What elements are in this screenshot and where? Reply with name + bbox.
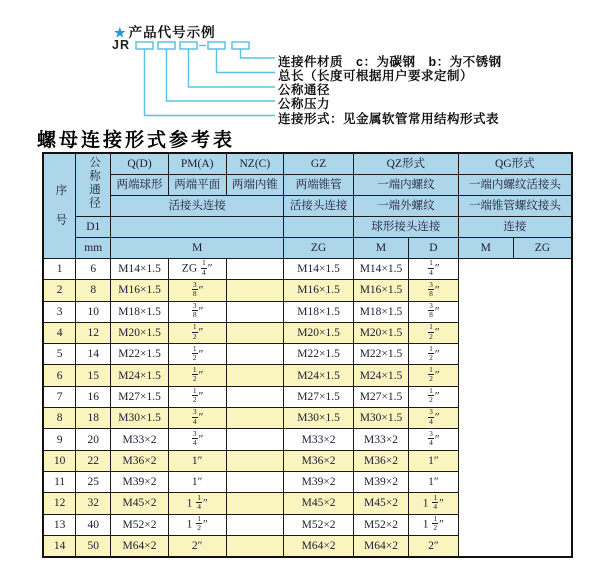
cell-qg-m: M36×2 (353, 450, 408, 471)
cell-dn: 6 (76, 259, 111, 280)
cell-seq: 14 (43, 535, 76, 557)
header-col-nzc: NZ(C) (226, 153, 284, 175)
cell-qz-d: M22×1.5 (284, 344, 354, 365)
cell-qg-m: M39×2 (353, 471, 408, 492)
cell-qz-m (226, 471, 284, 492)
cell-seq: 1 (43, 259, 76, 280)
cell-qz-m (226, 259, 284, 280)
product-code-boxes (136, 42, 249, 49)
cell-m: M33×2 (111, 429, 169, 450)
callout-label-nominal-dn: 公称通径 (278, 83, 331, 97)
table-row (43, 280, 572, 301)
cell-qz-d: M36×2 (284, 450, 354, 471)
cell-dn: 40 (76, 514, 111, 535)
cell-m: M39×2 (111, 471, 169, 492)
cell-qz-m (226, 450, 284, 471)
reference-table (42, 152, 573, 558)
cell-dn: 14 (76, 344, 111, 365)
cell-m: M27×1.5 (111, 386, 169, 407)
star-icon: ★ (114, 25, 127, 40)
cell-dn: 10 (76, 301, 111, 322)
header-unit-qg-m: M (458, 238, 513, 259)
cell-qz-d: M30×1.5 (284, 408, 354, 429)
cell-qz-m (226, 301, 284, 322)
cell-dn: 18 (76, 408, 111, 429)
cell-qg-zg: $\frac{3}{4}$ ″ (409, 429, 459, 450)
header-desc-gz: 两端锥管 (284, 175, 354, 196)
cell-qz-d: M45×2 (284, 493, 354, 514)
cell-seq: 11 (43, 471, 76, 492)
cell-qg-m: M16×1.5 (353, 280, 408, 301)
cell-gz-zg: $\frac{1}{2}$ ″ (168, 365, 226, 386)
cell-qg-zg: $\frac{1}{2}$ ″ (409, 386, 459, 407)
table-row (43, 365, 572, 386)
header-conn-qg: 一端锥管螺纹接头 (458, 196, 572, 217)
header-nominal-dn: 公称通径 (76, 153, 111, 217)
cell-seq: 9 (43, 429, 76, 450)
cell-qg-zg: $\frac{1}{2}$ ″ (409, 365, 459, 386)
cell-m: M36×2 (111, 450, 169, 471)
cell-qz-d: M20×1.5 (284, 322, 354, 343)
cell-qg-m: M18×1.5 (353, 301, 408, 322)
header-col-pma: PM(A) (168, 153, 226, 175)
cell-gz-zg: 1″ (168, 450, 226, 471)
cell-qz-m (226, 344, 284, 365)
table-row (43, 386, 572, 407)
cell-gz-zg: $\frac{3}{4}$ ″ (168, 429, 226, 450)
table-row (43, 322, 572, 343)
cell-qg-zg: $\frac{3}{8}$ ″ (409, 280, 459, 301)
cell-gz-zg: $\frac{3}{8}$ ″ (168, 280, 226, 301)
cell-qg-m: M14×1.5 (353, 259, 408, 280)
header-unit-zg: ZG (284, 238, 354, 259)
header-seq: 序号 (43, 153, 76, 259)
header-blank-union (111, 217, 284, 238)
cell-qz-m (226, 322, 284, 343)
cell-m: M24×1.5 (111, 365, 169, 386)
table-title: 螺母连接形式参考表 (37, 130, 236, 151)
header-desc-nzc: 两端内锥 (226, 175, 284, 196)
cell-qg-zg: $\frac{1}{4}$ ″ (409, 259, 459, 280)
cell-qg-m: M45×2 (353, 493, 408, 514)
header-mm: mm (76, 238, 111, 259)
diagram-heading-text: 产品代号示例 (128, 25, 216, 40)
header-unit-qz-d: D (409, 238, 459, 259)
cell-gz-zg: $\frac{3}{4}$ ″ (168, 408, 226, 429)
callout-label-conn-form: 连接形式：见金属软管常用结构形式表 (278, 111, 500, 126)
header-col-qg: QG形式 (458, 153, 572, 175)
cell-gz-zg: $\frac{3}{8}$ ″ (168, 301, 226, 322)
cell-seq: 7 (43, 386, 76, 407)
header-desc-qg: 一端内螺纹活接头 (458, 175, 572, 196)
cell-gz-zg: $\frac{1}{2}$ ″ (168, 322, 226, 343)
cell-seq: 12 (43, 493, 76, 514)
cell-m: M18×1.5 (111, 301, 169, 322)
cell-qz-m (226, 493, 284, 514)
cell-qz-d: M52×2 (284, 514, 354, 535)
cell-qg-zg: $\frac{1}{2}$ ″ (409, 344, 459, 365)
cell-gz-zg: 2″ (168, 535, 226, 557)
cell-qg-m: M20×1.5 (353, 322, 408, 343)
table-row (43, 471, 572, 492)
cell-qz-d: M27×1.5 (284, 386, 354, 407)
table-header (43, 153, 572, 259)
cell-qg-m: M30×1.5 (353, 408, 408, 429)
cell-qz-m (226, 535, 284, 557)
callout-lines (145, 49, 276, 116)
cell-qz-m (226, 280, 284, 301)
table-row (43, 450, 572, 471)
cell-qz-m (226, 429, 284, 450)
table-row (43, 408, 572, 429)
cell-qg-zg: 1″ (409, 450, 459, 471)
cell-qg-zg: 2″ (409, 535, 459, 557)
table-row (43, 514, 572, 535)
cell-dn: 15 (76, 365, 111, 386)
cell-qg-m: M33×2 (353, 429, 408, 450)
cell-dn: 16 (76, 386, 111, 407)
cell-dn: 12 (76, 322, 111, 343)
callout-label-total-length: 总长（长度可根据用户要求定制） (278, 68, 474, 83)
header-unit-qz-m: M (353, 238, 408, 259)
product-code-prefix: JR (112, 38, 130, 52)
cell-qz-d: M39×2 (284, 471, 354, 492)
table-row (43, 301, 572, 322)
cell-dn: 25 (76, 471, 111, 492)
cell-dn: 22 (76, 450, 111, 471)
table-row (43, 493, 572, 514)
table-row (43, 429, 572, 450)
header-col-qd: Q(D) (111, 153, 169, 175)
cell-m: M52×2 (111, 514, 169, 535)
cell-qg-m: M22×1.5 (353, 344, 408, 365)
cell-m: M20×1.5 (111, 322, 169, 343)
callout-label-material: 连接件材质 c：为碳钢 b：为不锈钢 (278, 54, 502, 69)
header-col-gz: GZ (284, 153, 354, 175)
cell-seq: 8 (43, 408, 76, 429)
table-row (43, 535, 572, 557)
cell-qz-d: M18×1.5 (284, 301, 354, 322)
cell-gz-zg: ZG $\frac{1}{4}$ ″ (168, 259, 226, 280)
cell-qg-zg: 1″ (409, 471, 459, 492)
header-d1: D1 (76, 217, 111, 238)
header-unit-m: M (111, 238, 284, 259)
cell-qz-d: M33×2 (284, 429, 354, 450)
cell-qz-d: M64×2 (284, 535, 354, 557)
cell-qz-m (226, 408, 284, 429)
cell-qz-d: M24×1.5 (284, 365, 354, 386)
header-conn2-qz: 球形接头连接 (353, 217, 458, 238)
cell-seq: 4 (43, 322, 76, 343)
cell-dn: 20 (76, 429, 111, 450)
cell-gz-zg: $\frac{1}{2}$ ″ (168, 344, 226, 365)
nut-connection-table (42, 152, 573, 558)
cell-m: M45×2 (111, 493, 169, 514)
cell-qz-d: M16×1.5 (284, 280, 354, 301)
callout-label-nominal-press: 公称压力 (278, 97, 331, 111)
cell-m: M64×2 (111, 535, 169, 557)
cell-gz-zg: 1 $\frac{1}{4}$ ″ (168, 493, 226, 514)
cell-dn: 32 (76, 493, 111, 514)
cell-qz-m (226, 514, 284, 535)
cell-seq: 5 (43, 344, 76, 365)
cell-gz-zg: 1″ (168, 471, 226, 492)
cell-qg-zg: 1 $\frac{1}{2}$ ″ (409, 514, 459, 535)
cell-qg-m: M52×2 (353, 514, 408, 535)
cell-seq: 6 (43, 365, 76, 386)
cell-qz-d: M14×1.5 (284, 259, 354, 280)
cell-m: M22×1.5 (111, 344, 169, 365)
header-conn-qz: 一端外螺纹 (353, 196, 458, 217)
cell-qg-m: M64×2 (353, 535, 408, 557)
header-desc-pma: 两端平面 (168, 175, 226, 196)
cell-qg-zg: $\frac{1}{2}$ ″ (409, 322, 459, 343)
cell-qg-m: M27×1.5 (353, 386, 408, 407)
cell-qg-zg: $\frac{3}{8}$ ″ (409, 301, 459, 322)
cell-seq: 3 (43, 301, 76, 322)
cell-qg-m: M24×1.5 (353, 365, 408, 386)
cell-qg-zg: 1 $\frac{1}{4}$ ″ (409, 493, 459, 514)
table-row (43, 259, 572, 280)
header-desc-qd: 两端球形 (111, 175, 169, 196)
header-conn2-qg: 连接 (458, 217, 572, 238)
cell-gz-zg: 1 $\frac{1}{2}$ ″ (168, 514, 226, 535)
table-body (43, 259, 572, 558)
cell-seq: 2 (43, 280, 76, 301)
cell-m: M30×1.5 (111, 408, 169, 429)
cell-qz-m (226, 365, 284, 386)
cell-m: M14×1.5 (111, 259, 169, 280)
header-desc-qz: 一端内螺纹 (353, 175, 458, 196)
product-code-diagram (0, 0, 600, 130)
cell-seq: 10 (43, 450, 76, 471)
cell-seq: 13 (43, 514, 76, 535)
cell-qg-zg: $\frac{3}{4}$ ″ (409, 408, 459, 429)
cell-dn: 8 (76, 280, 111, 301)
header-conn-gz: 活接头连接 (284, 196, 354, 217)
cell-gz-zg: $\frac{1}{2}$ ″ (168, 386, 226, 407)
table-row (43, 344, 572, 365)
header-conn-union: 活接头连接 (111, 196, 284, 217)
cell-qz-m (226, 386, 284, 407)
cell-dn: 50 (76, 535, 111, 557)
header-unit-qg-zg: ZG (513, 238, 572, 259)
cell-m: M16×1.5 (111, 280, 169, 301)
header-blank-gz (284, 217, 354, 238)
header-col-qz: QZ形式 (353, 153, 458, 175)
